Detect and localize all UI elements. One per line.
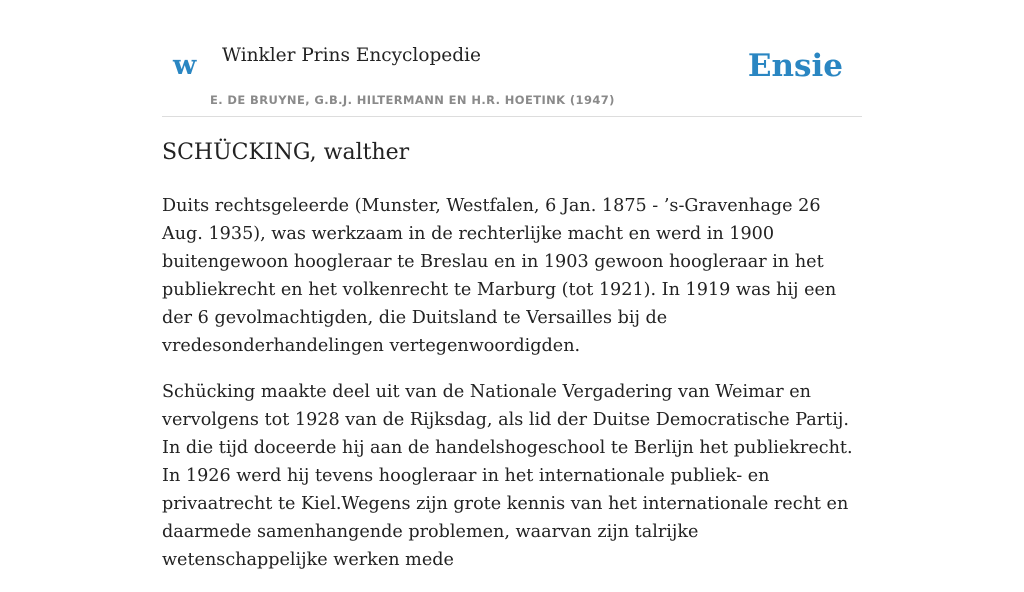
ensie-logo[interactable]: Ensie: [747, 48, 843, 84]
entry-paragraph: Schücking maakte deel uit van de Nationale Vergadering van Weimar en vervolgens tot 1928 van de Rijksdag, als lid der Duitse Democratische Partij. In die tijd doceerde hij aan de handelshogeschool te Berlijn het publiekrecht. In 1926 werd hij tevens hoogleraar in het internationale publiek- en privaatrecht te Kiel.Wegens zijn grote kennis van het internationale recht en daarmede samenhangende problemen, waarvan zijn talrijke wetenschappelijke werken mede: [162, 382, 853, 570]
entry-title: SCHÜCKING, walther: [162, 140, 410, 165]
publication-title[interactable]: Winkler Prins Encyclopedie: [222, 45, 481, 66]
site-header: [162, 0, 862, 117]
entry-paragraph: Duits rechtsgeleerde (Munster, Westfalen, 6 Jan. 1875 - ’s-Gravenhage 26 Aug. 1935), was werkzaam in de rechterlijke macht en werd in 1900 buitengewoon hoogleraar te Breslau en in 1903 gewoon hoogleraar in het publiekrecht en het volkenrecht te Marburg (tot 1921). In 1919 was hij een der 6 gevolmachtigden, die Duitsland te Versailles bij de vredesonderhandelingen vertegenwoordigden.: [162, 196, 837, 356]
publication-logo-icon[interactable]: w: [173, 50, 197, 81]
entry-body: [162, 192, 862, 592]
publication-authors: E. DE BRUYNE, G.B.J. HILTERMANN EN H.R. HOETINK (1947): [210, 93, 615, 107]
